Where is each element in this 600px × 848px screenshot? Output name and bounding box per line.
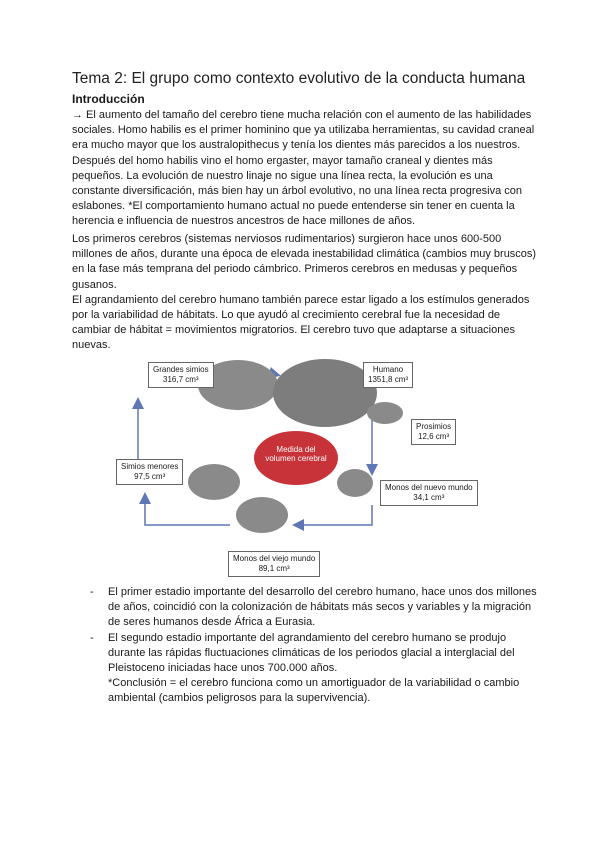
prosimios-value: 12,6 cm³ <box>418 432 450 441</box>
simios-menores-brain <box>188 464 240 500</box>
grandes-simios-name: Grandes simios <box>153 365 209 374</box>
monos-viejo-name: Monos del viejo mundo <box>233 554 316 563</box>
center-label-line1: Medida del <box>276 445 316 454</box>
monos-viejo-value: 89,1 cm³ <box>258 564 290 573</box>
paragraph-1: → El aumento del tamaño del cerebro tiene mucha relación con el aumento de las habilidades sociales. Homo habilis es el primer hominino que ya utilizaba herramientas, su cavidad craneal era mucho mayor que los australopithecus y tenía los dientes más parecidos a los nuestros. Después del homo habilis vino el homo ergaster, mayor tamaño craneal y dientes más pequeños. La evolución de nuestro linaje no sigue una línea recta, la evolución es una constante diversificación, más bien hay un árbol evolutivo, no una línea recta progresiva con eslabones. *El comportamiento humano actual no puede entenderse sin tener en cuenta la herencia e influencia de nuestros ancestros de hace millones de años. <box>72 109 535 228</box>
intro-paragraph <box>72 108 542 230</box>
monos-viejo-brain <box>236 497 288 533</box>
monos-nuevo-name: Monos del nuevo mundo <box>385 483 473 492</box>
prosimios-brain <box>367 402 403 424</box>
humano-value: 1351,8 cm³ <box>368 375 409 384</box>
paragraph-2b: El agrandamiento del cerebro humano también parece estar ligado a los estímulos generados por la variabilidad de hábitats. Lo que ayudó al crecimiento cerebral fue la necesidad de cambiar de hábitat = movimientos migratorios. El cerebro tuvo que adaptarse a situaciones nuevas. <box>72 293 530 352</box>
bullet-text-1: El primer estadio importante del desarrollo del cerebro humano, hace unos dos millones de años, coincidió con la colonización de hábitats más secos y variables y la migración de seres humanos desde África a Eurasia. <box>108 586 537 629</box>
humano-name: Humano <box>372 365 404 374</box>
monos-nuevo-label <box>380 480 478 506</box>
monos-viejo-label <box>228 551 320 577</box>
humano-label <box>363 362 413 388</box>
prosimios-name: Prosimios <box>416 422 452 431</box>
paragraph-2a: Los primeros cerebros (sistemas nerviosos rudimentarios) surgieron hace unos 600-500 millones de años, durante una época de elevada inestabilidad climática (cambios muy bruscos) en la fase más temprana del periodo cámbrico. Primeros cerebros en medusas y pequeños gusanos. <box>72 233 537 291</box>
monos-nuevo-value: 34,1 cm³ <box>413 493 445 502</box>
brain-volume-figure <box>110 355 490 577</box>
grandes-simios-value: 316,7 cm³ <box>163 375 199 384</box>
monos-nuevo-brain <box>337 469 373 497</box>
humano-brain <box>273 359 377 427</box>
bullet-list <box>72 585 542 707</box>
simios-menores-label <box>116 459 183 485</box>
prosimios-label <box>411 419 456 445</box>
section-heading: Introducción <box>72 92 145 106</box>
bullet-dash: - <box>90 586 94 598</box>
center-label-line2: volumen cerebral <box>265 454 327 463</box>
grandes-simios-label <box>148 362 214 388</box>
list-item <box>72 585 542 631</box>
page-title: Tema 2: El grupo como contexto evolutivo de la conducta humana <box>72 70 526 87</box>
conclusion: *Conclusión = el cerebro funciona como un amortiguador de la variabilidad o cambio ambiental (cambios peligrosos para la supervivencia). <box>108 677 520 705</box>
bullet-text-2: El segundo estadio importante del agrandamiento del cerebro humano se produjo durante las rápidas fluctuaciones climáticas de los periodos glacial a interglacial del Pleistoceno iniciadas hace unos 700.000 años. <box>108 631 515 675</box>
brain-paragraph <box>72 232 542 354</box>
list-item <box>72 631 542 677</box>
bullet-dash: - <box>90 631 94 644</box>
simios-menores-value: 97,5 cm³ <box>134 472 166 481</box>
center-label-oval <box>254 431 338 485</box>
simios-menores-name: Simios menores <box>121 462 179 471</box>
arrow-bottom-right <box>295 505 372 525</box>
